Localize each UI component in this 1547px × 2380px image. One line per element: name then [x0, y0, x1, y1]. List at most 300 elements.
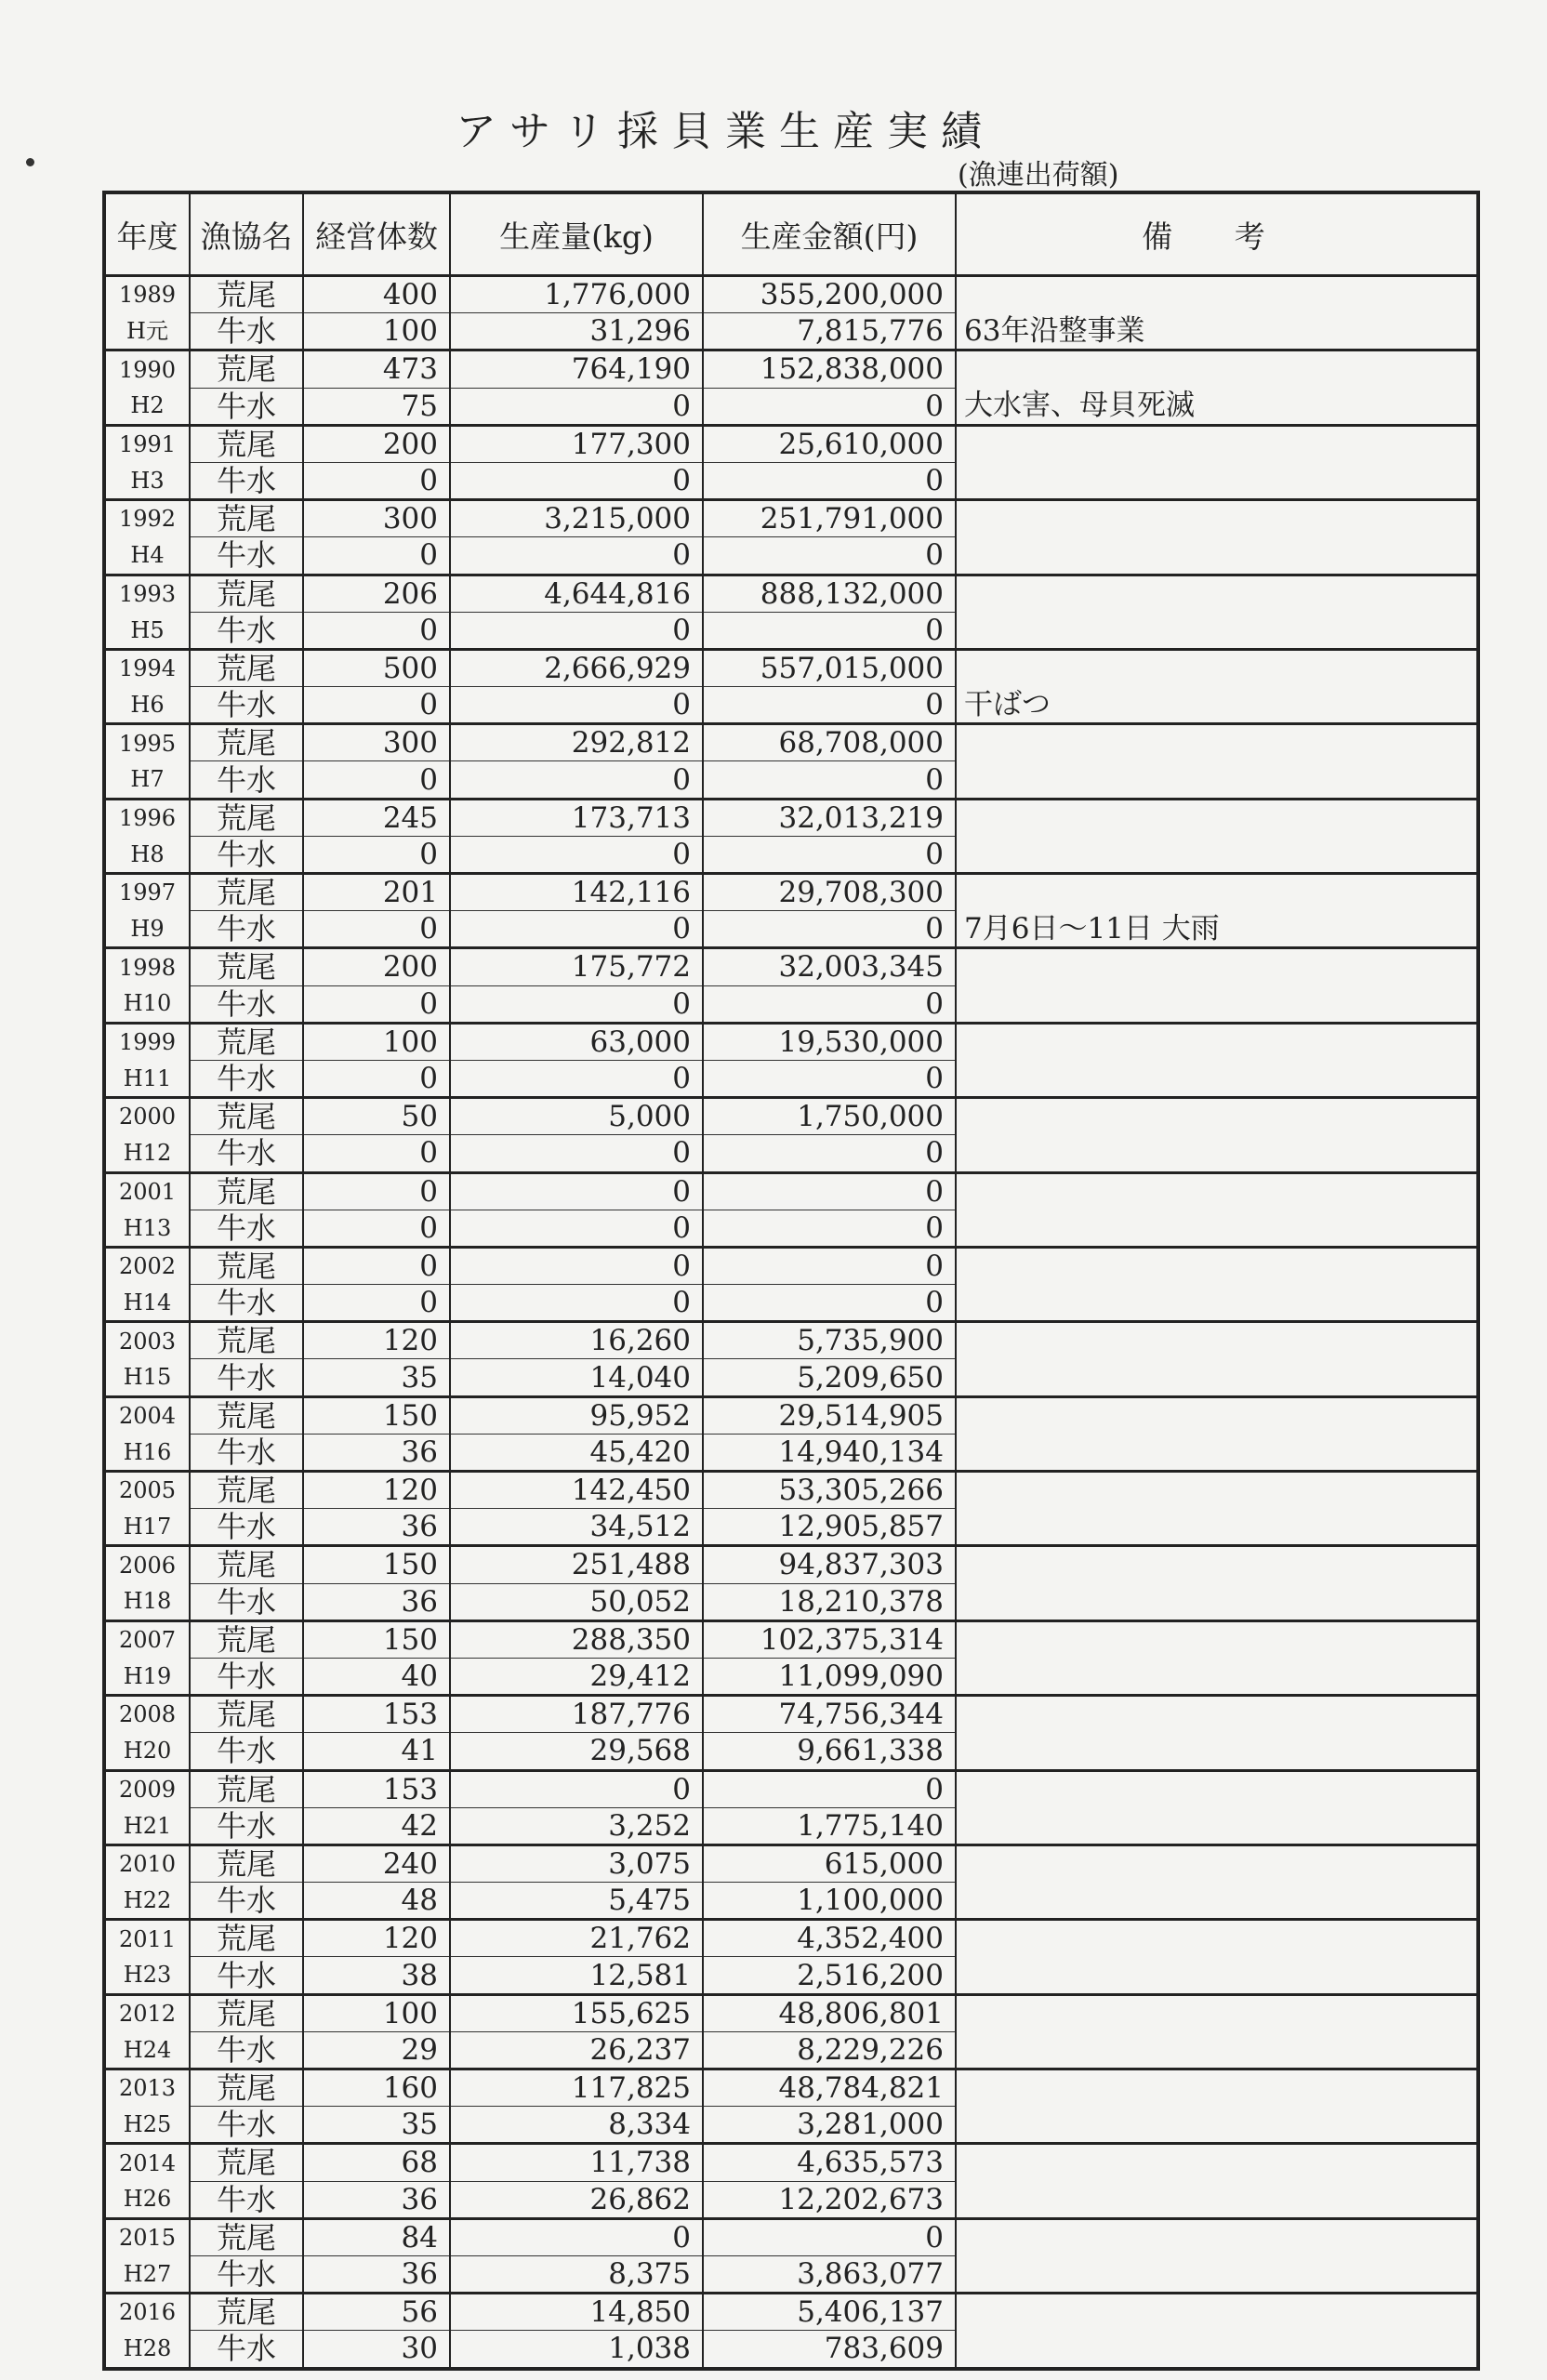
coop-cell: 荒尾 [190, 874, 303, 911]
amount-cell: 4,352,400 [703, 1920, 956, 1957]
amount-cell: 1,750,000 [703, 1098, 956, 1135]
page-subtitle: (漁連出荷額) [958, 159, 1119, 192]
operators-cell: 0 [303, 1285, 450, 1322]
operators-cell: 68 [303, 2144, 450, 2181]
amount-cell: 0 [703, 911, 956, 948]
table-row [104, 350, 1478, 388]
quantity-cell: 12,581 [450, 1957, 703, 1994]
quantity-cell: 0 [450, 687, 703, 724]
quantity-cell: 177,300 [450, 425, 703, 462]
operators-cell: 500 [303, 649, 450, 686]
coop-cell: 荒尾 [190, 649, 303, 686]
amount-cell: 0 [703, 687, 956, 724]
amount-cell: 18,210,378 [703, 1583, 956, 1620]
year-cell: H2 [104, 388, 190, 425]
quantity-cell: 0 [450, 1285, 703, 1322]
coop-cell: 牛水 [190, 2181, 303, 2218]
quantity-cell: 173,713 [450, 799, 703, 836]
amount-cell: 557,015,000 [703, 649, 956, 686]
table-row [104, 761, 1478, 799]
note-cell [956, 1322, 1478, 1359]
header-coop: 漁協名 [190, 192, 303, 276]
year-cell: H14 [104, 1285, 190, 1322]
table-row [104, 1546, 1478, 1583]
year-cell: 2010 [104, 1844, 190, 1882]
operators-cell: 35 [303, 2107, 450, 2144]
coop-cell: 牛水 [190, 1285, 303, 1322]
amount-cell: 0 [703, 836, 956, 873]
year-cell: H3 [104, 462, 190, 499]
note-cell [956, 1172, 1478, 1210]
coop-cell: 荒尾 [190, 425, 303, 462]
amount-cell: 14,940,134 [703, 1434, 956, 1471]
amount-cell: 4,635,573 [703, 2144, 956, 2181]
amount-cell: 7,815,776 [703, 313, 956, 350]
quantity-cell: 0 [450, 462, 703, 499]
table-row [104, 724, 1478, 761]
year-cell: H9 [104, 911, 190, 948]
coop-cell: 荒尾 [190, 1920, 303, 1957]
year-cell: H6 [104, 687, 190, 724]
note-cell [956, 761, 1478, 799]
coop-cell: 荒尾 [190, 1396, 303, 1434]
note-cell [956, 2331, 1478, 2369]
operators-cell: 0 [303, 537, 450, 575]
table-row [104, 2144, 1478, 2181]
table-row [104, 649, 1478, 686]
amount-cell: 3,863,077 [703, 2255, 956, 2293]
amount-cell: 5,209,650 [703, 1359, 956, 1396]
year-cell: H23 [104, 1957, 190, 1994]
coop-cell: 牛水 [190, 1060, 303, 1097]
operators-cell: 41 [303, 1733, 450, 1770]
quantity-cell: 26,862 [450, 2181, 703, 2218]
operators-cell: 0 [303, 687, 450, 724]
year-cell: 2001 [104, 1172, 190, 1210]
operators-cell: 100 [303, 1994, 450, 2031]
amount-cell: 0 [703, 2218, 956, 2255]
coop-cell: 荒尾 [190, 2144, 303, 2181]
year-cell: H16 [104, 1434, 190, 1471]
operators-cell: 150 [303, 1620, 450, 1658]
table-row [104, 1696, 1478, 1733]
quantity-cell: 3,252 [450, 1807, 703, 1844]
coop-cell: 牛水 [190, 2255, 303, 2293]
header-row [104, 192, 1478, 276]
operators-cell: 0 [303, 836, 450, 873]
operators-cell: 153 [303, 1770, 450, 1807]
operators-cell: 30 [303, 2331, 450, 2369]
amount-cell: 0 [703, 537, 956, 575]
amount-cell: 8,229,226 [703, 2031, 956, 2069]
coop-cell: 牛水 [190, 2107, 303, 2144]
amount-cell: 29,514,905 [703, 1396, 956, 1434]
note-cell [956, 1098, 1478, 1135]
amount-cell: 0 [703, 761, 956, 799]
quantity-cell: 21,762 [450, 1920, 703, 1957]
operators-cell: 206 [303, 575, 450, 612]
amount-cell: 0 [703, 1060, 956, 1097]
amount-cell: 12,905,857 [703, 1509, 956, 1546]
table-row [104, 1583, 1478, 1620]
note-cell [956, 350, 1478, 388]
note-cell: 干ばつ [956, 687, 1478, 724]
table-row [104, 687, 1478, 724]
year-cell: H17 [104, 1509, 190, 1546]
year-cell: 2013 [104, 2069, 190, 2107]
operators-cell: 0 [303, 761, 450, 799]
amount-cell: 29,708,300 [703, 874, 956, 911]
year-cell: 2004 [104, 1396, 190, 1434]
year-cell: 1991 [104, 425, 190, 462]
coop-cell: 荒尾 [190, 2218, 303, 2255]
operators-cell: 42 [303, 1807, 450, 1844]
table-row [104, 2069, 1478, 2107]
quantity-cell: 764,190 [450, 350, 703, 388]
table-row [104, 425, 1478, 462]
amount-cell: 74,756,344 [703, 1696, 956, 1733]
coop-cell: 牛水 [190, 911, 303, 948]
amount-cell: 1,775,140 [703, 1807, 956, 1844]
quantity-cell: 45,420 [450, 1434, 703, 1471]
note-cell [956, 649, 1478, 686]
coop-cell: 荒尾 [190, 350, 303, 388]
table-row [104, 575, 1478, 612]
quantity-cell: 3,215,000 [450, 500, 703, 537]
amount-cell: 0 [703, 1135, 956, 1172]
quantity-cell: 4,644,816 [450, 575, 703, 612]
note-cell [956, 1620, 1478, 1658]
year-cell: H4 [104, 537, 190, 575]
amount-cell: 48,806,801 [703, 1994, 956, 2031]
operators-cell: 36 [303, 2255, 450, 2293]
amount-cell: 102,375,314 [703, 1620, 956, 1658]
table-row [104, 1770, 1478, 1807]
quantity-cell: 5,000 [450, 1098, 703, 1135]
quantity-cell: 142,450 [450, 1472, 703, 1509]
year-cell: H20 [104, 1733, 190, 1770]
coop-cell: 荒尾 [190, 1994, 303, 2031]
coop-cell: 荒尾 [190, 276, 303, 313]
note-cell [956, 1583, 1478, 1620]
coop-cell: 荒尾 [190, 2294, 303, 2331]
operators-cell: 400 [303, 276, 450, 313]
operators-cell: 0 [303, 1210, 450, 1247]
year-cell: 2012 [104, 1994, 190, 2031]
coop-cell: 荒尾 [190, 1098, 303, 1135]
year-cell: H11 [104, 1060, 190, 1097]
coop-cell: 牛水 [190, 1210, 303, 1247]
note-cell [956, 836, 1478, 873]
note-cell [956, 1957, 1478, 1994]
year-cell: H25 [104, 2107, 190, 2144]
operators-cell: 36 [303, 1434, 450, 1471]
coop-cell: 牛水 [190, 2331, 303, 2369]
amount-cell: 0 [703, 985, 956, 1023]
note-cell [956, 948, 1478, 985]
table-row [104, 2294, 1478, 2331]
note-cell [956, 1359, 1478, 1396]
year-cell: 2016 [104, 2294, 190, 2331]
note-cell [956, 2107, 1478, 2144]
note-cell [956, 276, 1478, 313]
operators-cell: 36 [303, 1583, 450, 1620]
note-cell [956, 1994, 1478, 2031]
table-row [104, 1285, 1478, 1322]
operators-cell: 201 [303, 874, 450, 911]
quantity-cell: 187,776 [450, 1696, 703, 1733]
table-row [104, 1135, 1478, 1172]
quantity-cell: 0 [450, 537, 703, 575]
page-title: アサリ採貝業生産実績 [456, 108, 995, 155]
table-row [104, 1844, 1478, 1882]
quantity-cell: 175,772 [450, 948, 703, 985]
note-cell [956, 2144, 1478, 2181]
table-row [104, 2218, 1478, 2255]
amount-cell: 0 [703, 1210, 956, 1247]
year-cell: 2006 [104, 1546, 190, 1583]
year-cell: H13 [104, 1210, 190, 1247]
operators-cell: 120 [303, 1920, 450, 1957]
amount-cell: 152,838,000 [703, 350, 956, 388]
quantity-cell: 0 [450, 1172, 703, 1210]
table-row [104, 1994, 1478, 2031]
amount-cell: 53,305,266 [703, 1472, 956, 1509]
amount-cell: 12,202,673 [703, 2181, 956, 2218]
coop-cell: 牛水 [190, 313, 303, 350]
note-cell [956, 2069, 1478, 2107]
amount-cell: 11,099,090 [703, 1658, 956, 1695]
operators-cell: 120 [303, 1322, 450, 1359]
quantity-cell: 50,052 [450, 1583, 703, 1620]
operators-cell: 0 [303, 462, 450, 499]
note-cell [956, 1509, 1478, 1546]
operators-cell: 300 [303, 724, 450, 761]
year-cell: H7 [104, 761, 190, 799]
quantity-cell: 34,512 [450, 1509, 703, 1546]
note-cell [956, 537, 1478, 575]
coop-cell: 牛水 [190, 1658, 303, 1695]
quantity-cell: 0 [450, 1135, 703, 1172]
year-cell: H8 [104, 836, 190, 873]
note-cell [956, 985, 1478, 1023]
note-cell [956, 1770, 1478, 1807]
coop-cell: 牛水 [190, 687, 303, 724]
header-quantity: 生産量(kg) [450, 192, 703, 276]
quantity-cell: 63,000 [450, 1023, 703, 1060]
coop-cell: 牛水 [190, 1957, 303, 1994]
table-row [104, 388, 1478, 425]
quantity-cell: 155,625 [450, 1994, 703, 2031]
note-cell [956, 1472, 1478, 1509]
amount-cell: 355,200,000 [703, 276, 956, 313]
year-cell: 1989 [104, 276, 190, 313]
table-row [104, 1509, 1478, 1546]
coop-cell: 荒尾 [190, 724, 303, 761]
table-row [104, 537, 1478, 575]
note-cell [956, 1285, 1478, 1322]
quantity-cell: 11,738 [450, 2144, 703, 2181]
quantity-cell: 5,475 [450, 1883, 703, 1920]
table-row [104, 1322, 1478, 1359]
table-row [104, 1733, 1478, 1770]
quantity-cell: 3,075 [450, 1844, 703, 1882]
quantity-cell: 0 [450, 1770, 703, 1807]
operators-cell: 0 [303, 1172, 450, 1210]
table-row [104, 1620, 1478, 1658]
quantity-cell: 8,334 [450, 2107, 703, 2144]
coop-cell: 荒尾 [190, 1770, 303, 1807]
note-cell [956, 612, 1478, 649]
table-row [104, 2331, 1478, 2369]
coop-cell: 牛水 [190, 2031, 303, 2069]
table-row [104, 1957, 1478, 1994]
note-cell [956, 1920, 1478, 1957]
note-cell [956, 462, 1478, 499]
operators-cell: 473 [303, 350, 450, 388]
table-row [104, 1472, 1478, 1509]
year-cell: 2007 [104, 1620, 190, 1658]
coop-cell: 牛水 [190, 1583, 303, 1620]
table-row [104, 313, 1478, 350]
table-row [104, 1210, 1478, 1247]
year-cell: 1998 [104, 948, 190, 985]
amount-cell: 615,000 [703, 1844, 956, 1882]
amount-cell: 19,530,000 [703, 1023, 956, 1060]
note-cell [956, 1060, 1478, 1097]
note-cell [956, 1696, 1478, 1733]
coop-cell: 牛水 [190, 612, 303, 649]
note-cell [956, 799, 1478, 836]
note-cell [956, 1844, 1478, 1882]
table-body [104, 276, 1478, 2369]
note-cell [956, 1658, 1478, 1695]
year-cell: 2002 [104, 1247, 190, 1284]
year-cell: 2000 [104, 1098, 190, 1135]
coop-cell: 荒尾 [190, 1172, 303, 1210]
amount-cell: 0 [703, 1172, 956, 1210]
table-row [104, 1883, 1478, 1920]
quantity-cell: 288,350 [450, 1620, 703, 1658]
year-cell: H27 [104, 2255, 190, 2293]
table-row [104, 1396, 1478, 1434]
amount-cell: 0 [703, 388, 956, 425]
coop-cell: 荒尾 [190, 1844, 303, 1882]
note-cell [956, 1396, 1478, 1434]
table-row [104, 836, 1478, 873]
note-cell [956, 2181, 1478, 2218]
note-cell [956, 1733, 1478, 1770]
year-cell: H22 [104, 1883, 190, 1920]
year-cell: 2014 [104, 2144, 190, 2181]
note-cell [956, 1546, 1478, 1583]
amount-cell: 25,610,000 [703, 425, 956, 462]
amount-cell: 888,132,000 [703, 575, 956, 612]
operators-cell: 245 [303, 799, 450, 836]
operators-cell: 84 [303, 2218, 450, 2255]
table-row [104, 2107, 1478, 2144]
amount-cell: 5,735,900 [703, 1322, 956, 1359]
table-row [104, 1920, 1478, 1957]
amount-cell: 0 [703, 1770, 956, 1807]
operators-cell: 100 [303, 1023, 450, 1060]
quantity-cell: 16,260 [450, 1322, 703, 1359]
operators-cell: 300 [303, 500, 450, 537]
coop-cell: 牛水 [190, 836, 303, 873]
year-cell: H5 [104, 612, 190, 649]
quantity-cell: 292,812 [450, 724, 703, 761]
quantity-cell: 142,116 [450, 874, 703, 911]
table-row [104, 1434, 1478, 1471]
quantity-cell: 0 [450, 761, 703, 799]
operators-cell: 48 [303, 1883, 450, 1920]
quantity-cell: 1,776,000 [450, 276, 703, 313]
coop-cell: 荒尾 [190, 575, 303, 612]
coop-cell: 牛水 [190, 462, 303, 499]
year-cell: H26 [104, 2181, 190, 2218]
amount-cell: 32,003,345 [703, 948, 956, 985]
year-cell: 1992 [104, 500, 190, 537]
table-row [104, 612, 1478, 649]
table-row [104, 462, 1478, 499]
table-row [104, 911, 1478, 948]
operators-cell: 240 [303, 1844, 450, 1882]
note-cell [956, 575, 1478, 612]
year-cell: H18 [104, 1583, 190, 1620]
coop-cell: 荒尾 [190, 1696, 303, 1733]
note-cell [956, 874, 1478, 911]
coop-cell: 牛水 [190, 537, 303, 575]
note-cell: 63年沿整事業 [956, 313, 1478, 350]
table-row [104, 2255, 1478, 2293]
coop-cell: 荒尾 [190, 1247, 303, 1284]
year-cell: H28 [104, 2331, 190, 2369]
table-row [104, 948, 1478, 985]
coop-cell: 牛水 [190, 1883, 303, 1920]
table-row [104, 799, 1478, 836]
coop-cell: 牛水 [190, 1434, 303, 1471]
note-cell [956, 2255, 1478, 2293]
year-cell: 2005 [104, 1472, 190, 1509]
coop-cell: 牛水 [190, 1807, 303, 1844]
amount-cell: 48,784,821 [703, 2069, 956, 2107]
year-cell: 2015 [104, 2218, 190, 2255]
table-row [104, 1023, 1478, 1060]
note-cell [956, 2294, 1478, 2331]
year-cell: H15 [104, 1359, 190, 1396]
amount-cell: 1,100,000 [703, 1883, 956, 1920]
operators-cell: 150 [303, 1546, 450, 1583]
header-year: 年度 [104, 192, 190, 276]
amount-cell: 251,791,000 [703, 500, 956, 537]
header-amount: 生産金額(円) [703, 192, 956, 276]
year-cell: H21 [104, 1807, 190, 1844]
quantity-cell: 0 [450, 388, 703, 425]
year-cell: H24 [104, 2031, 190, 2069]
note-cell: 7月6日～11日 大雨 [956, 911, 1478, 948]
header-operators: 経営体数 [303, 192, 450, 276]
note-cell [956, 1807, 1478, 1844]
amount-cell: 5,406,137 [703, 2294, 956, 2331]
quantity-cell: 14,040 [450, 1359, 703, 1396]
quantity-cell: 0 [450, 1210, 703, 1247]
operators-cell: 38 [303, 1957, 450, 1994]
year-cell: H12 [104, 1135, 190, 1172]
quantity-cell: 117,825 [450, 2069, 703, 2107]
quantity-cell: 8,375 [450, 2255, 703, 2293]
quantity-cell: 31,296 [450, 313, 703, 350]
amount-cell: 0 [703, 1247, 956, 1284]
